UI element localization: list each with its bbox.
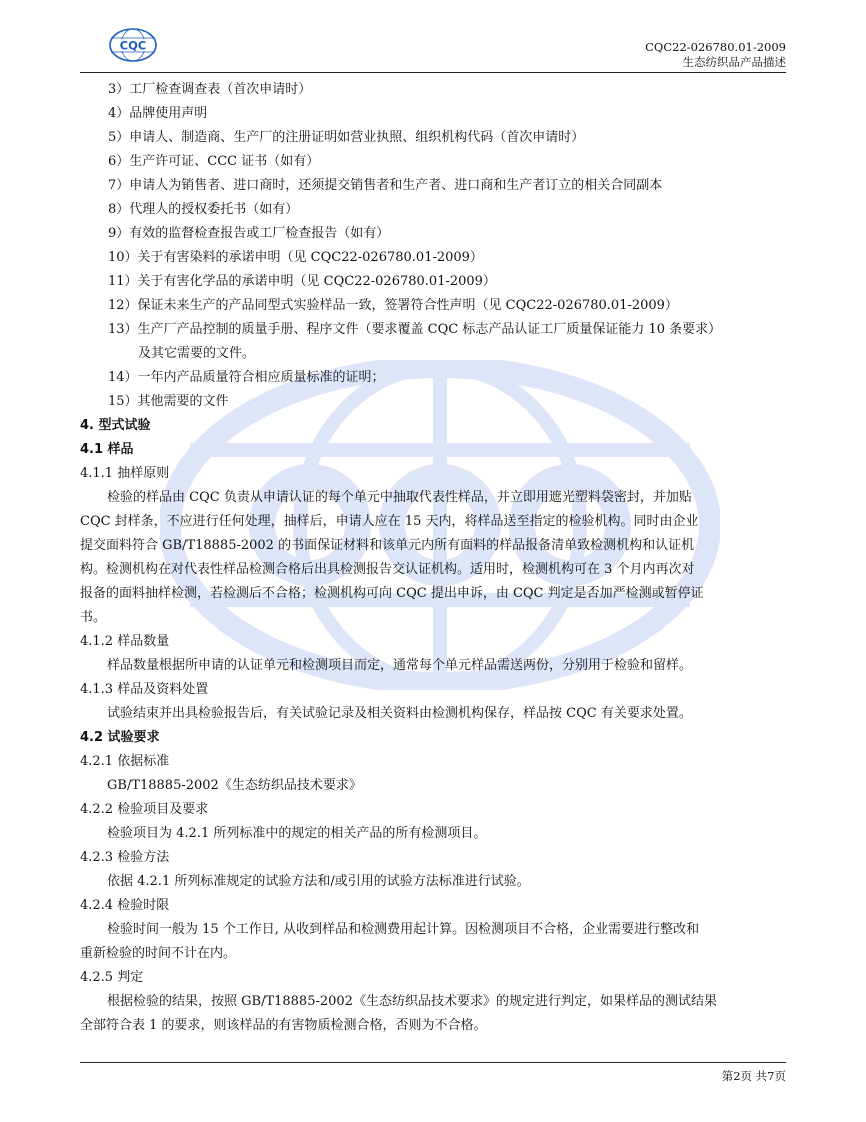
paragraph-line: 全部符合表 1 的要求，则该样品的有害物质检测合格，否则为不合格。 (80, 1018, 487, 1033)
subsection-heading-4-2-2: 4.2.2 检验项目及要求 (80, 802, 209, 817)
subsection-heading-4-2-4: 4.2.4 检验时限 (80, 898, 170, 913)
doc-title: 生态纺织品产品描述 (682, 55, 786, 69)
subsection-heading-4-2-1: 4.2.1 依据标准 (80, 754, 170, 769)
paragraph-line: CQC 封样条，不应进行任何处理，抽样后，申请人应在 15 天内，将样品送至指定的检验机构。同时由企业 (80, 514, 699, 529)
paragraph-line: 报备的面料抽样检测，若检测后不合格；检测机构可向 CQC 提出申诉，由 CQC 判定是否加严检测或暂停证 (80, 586, 704, 601)
paragraph-line: 提交面料符合 GB/T18885-2002 的书面保证材料和该单元内所有面料的样品报备清单致检测机构和认证机 (80, 538, 695, 553)
paragraph-line: 根据检验的结果，按照 GB/T18885-2002《生态纺织品技术要求》的规定进行判定，如果样品的测试结果 (107, 994, 717, 1009)
subsection-heading-4-1-1: 4.1.1 抽样原则 (80, 466, 170, 481)
section-heading-4-1: 4.1 样品 (80, 442, 134, 457)
list-item-continuation: 及其它需要的文件。 (138, 346, 256, 361)
list-item: 10）关于有害染料的承诺申明（见 CQC22-026780.01-2009） (108, 250, 483, 265)
header-divider (80, 72, 786, 73)
paragraph-4-2-3: 依据 4.2.1 所列标准规定的试验方法和/或引用的试验方法标准进行试验。 (107, 874, 530, 889)
paragraph-4-2-5 (80, 990, 790, 1038)
paragraph-line: 检验的样品由 CQC 负责从申请认证的每个单元中抽取代表性样品，并立即用遮光塑料袋密封，并加贴 (107, 490, 692, 505)
list-item: 8）代理人的授权委托书（如有） (108, 202, 299, 217)
paragraph-line: 重新检验的时间不计在内。 (80, 946, 237, 961)
paragraph-line: 检验时间一般为 15 个工作日, 从收到样品和检测费用起计算。因检测项目不合格，企业需要进行整改和 (107, 922, 700, 937)
list-item: 13）生产厂产品控制的质量手册、程序文件（要求覆盖 CQC 标志产品认证工厂质量保证能力 10 条要求） (108, 322, 722, 337)
section-heading-4: 4. 型式试验 (80, 418, 151, 433)
doc-code: CQC22-026780.01-2009 (645, 40, 786, 54)
paragraph-line: 书。 (80, 610, 107, 625)
application-materials-list (80, 78, 790, 414)
paragraph-4-1-3: 试验结束并出具检验报告后，有关试验记录及相关资料由检测机构保存，样品按 CQC 有关要求处置。 (107, 706, 692, 721)
paragraph-4-2-1: GB/T18885-2002《生态纺织品技术要求》 (107, 778, 362, 793)
page-number: 第2页 共7页 (721, 1069, 786, 1083)
document-body (80, 78, 790, 1038)
list-item: 7）申请人为销售者、进口商时，还须提交销售者和生产者、进口商和生产者订立的相关合同副本 (108, 178, 663, 193)
cqc-logo (108, 27, 158, 63)
paragraph-line: 构。检测机构在对代表性样品检测合格后出具检测报告交认证机构。适用时，检测机构可在 3 个月内再次对 (80, 562, 695, 577)
header-right (645, 40, 786, 70)
list-item: 4）品牌使用声明 (108, 106, 208, 121)
list-item: 11）关于有害化学品的承诺申明（见 CQC22-026780.01-2009） (108, 274, 496, 289)
list-item: 9）有效的监督检查报告或工厂检查报告（如有） (108, 226, 390, 241)
paragraph-4-1-1 (80, 486, 790, 630)
subsection-heading-4-2-5: 4.2.5 判定 (80, 970, 144, 985)
list-item: 12）保证未来生产的产品同型式实验样品一致，签署符合性声明（见 CQC22-026780.01-2009） (108, 298, 678, 313)
paragraph-4-2-4 (80, 918, 790, 966)
paragraph-4-1-2: 样品数量根据所申请的认证单元和检测项目而定，通常每个单元样品需送两份，分别用于检验和留样。 (107, 658, 693, 673)
list-item: 5）申请人、制造商、生产厂的注册证明如营业执照、组织机构代码（首次申请时） (108, 130, 585, 145)
paragraph-4-2-2: 检验项目为 4.2.1 所列标准中的规定的相关产品的所有检测项目。 (107, 826, 487, 841)
footer-divider (80, 1062, 786, 1063)
subsection-heading-4-1-3: 4.1.3 样品及资料处置 (80, 682, 209, 697)
subsection-heading-4-1-2: 4.1.2 样品数量 (80, 634, 170, 649)
section-heading-4-2: 4.2 试验要求 (80, 730, 160, 745)
logo-text: CQC (119, 38, 147, 53)
list-item: 14）一年内产品质量符合相应质量标准的证明； (108, 370, 385, 385)
list-item: 3）工厂检查调查表（首次申请时） (108, 82, 312, 97)
list-item: 15）其他需要的文件 (108, 394, 229, 409)
subsection-heading-4-2-3: 4.2.3 检验方法 (80, 850, 170, 865)
list-item: 6）生产许可证、CCC 证书（如有） (108, 154, 320, 169)
